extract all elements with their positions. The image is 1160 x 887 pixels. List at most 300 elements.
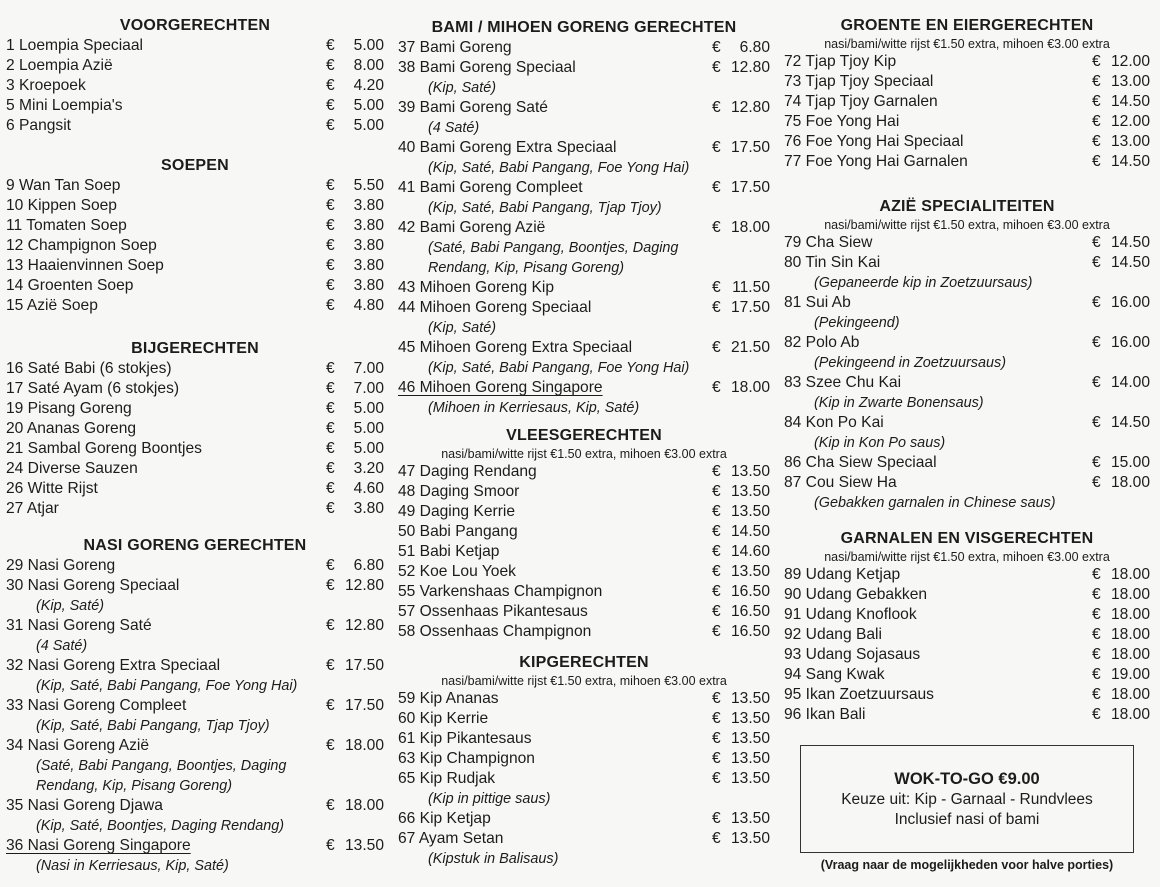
menu-item-name: 91 Udang Knoflook xyxy=(784,606,917,623)
menu-item-price xyxy=(326,576,384,596)
price-amount: 12.80 xyxy=(344,577,384,594)
menu-section xyxy=(6,156,384,316)
euro-symbol: € xyxy=(326,440,335,457)
menu-item-name: 14 Groenten Soep xyxy=(6,277,134,294)
price-amount: 7.00 xyxy=(353,380,384,397)
menu-item-price xyxy=(326,379,384,399)
euro-symbol: € xyxy=(326,657,335,674)
menu-item-description: (4 Saté) xyxy=(428,120,480,136)
menu-item-name: 41 Bami Goreng Compleet xyxy=(398,179,583,196)
menu-item-price xyxy=(712,602,770,622)
menu-item-description: (Kip, Saté, Boontjes, Daging Rendang) xyxy=(36,818,284,834)
menu-item xyxy=(784,565,1150,585)
euro-symbol: € xyxy=(712,770,721,787)
price-amount: 6.80 xyxy=(739,39,770,56)
menu-item xyxy=(398,729,770,749)
euro-symbol: € xyxy=(326,277,335,294)
price-amount: 18.00 xyxy=(1110,626,1150,643)
euro-symbol: € xyxy=(712,810,721,827)
menu-item xyxy=(6,439,384,459)
price-amount: 5.00 xyxy=(353,420,384,437)
menu-item-name: 40 Bami Goreng Extra Speciaal xyxy=(398,139,617,156)
menu-item xyxy=(398,829,770,869)
menu-item-price xyxy=(1092,293,1150,313)
menu-item xyxy=(6,96,384,116)
price-amount: 3.20 xyxy=(353,460,384,477)
menu-item xyxy=(6,419,384,439)
euro-symbol: € xyxy=(712,523,721,540)
euro-symbol: € xyxy=(1092,133,1101,150)
menu-item-name: 73 Tjap Tjoy Speciaal xyxy=(784,73,934,90)
menu-item xyxy=(784,92,1150,112)
euro-symbol: € xyxy=(712,503,721,520)
euro-symbol: € xyxy=(1092,474,1101,491)
price-amount: 13.50 xyxy=(730,710,770,727)
price-amount: 16.50 xyxy=(730,603,770,620)
menu-item-price xyxy=(326,399,384,419)
price-amount: 3.80 xyxy=(353,237,384,254)
menu-item-price xyxy=(326,256,384,276)
wok-to-go-box xyxy=(800,745,1134,853)
price-amount: 5.00 xyxy=(353,400,384,417)
menu-item-description: (Saté, Babi Pangang, Boontjes, Daging xyxy=(36,758,287,774)
menu-item-name: 10 Kippen Soep xyxy=(6,197,117,214)
menu-item-price xyxy=(1092,705,1150,725)
menu-item-name: 37 Bami Goreng xyxy=(398,39,512,56)
menu-item-name: 86 Cha Siew Speciaal xyxy=(784,454,937,471)
euro-symbol: € xyxy=(326,500,335,517)
section-title: GARNALEN EN VISGERECHTEN xyxy=(840,530,1094,547)
euro-symbol: € xyxy=(712,830,721,847)
menu-item-name: 46 Mihoen Goreng Singapore xyxy=(398,379,603,396)
menu-item-price xyxy=(1092,605,1150,625)
menu-item xyxy=(6,696,384,736)
menu-item-price xyxy=(326,96,384,116)
menu-item-description: (Kip in Kon Po saus) xyxy=(814,435,946,451)
price-amount: 5.00 xyxy=(353,117,384,134)
price-amount: 16.00 xyxy=(1110,334,1150,351)
price-amount: 13.50 xyxy=(730,503,770,520)
menu-item xyxy=(398,98,770,138)
menu-item-price xyxy=(1092,152,1150,172)
euro-symbol: € xyxy=(326,360,335,377)
menu-item-name: 90 Udang Gebakken xyxy=(784,586,928,603)
euro-symbol: € xyxy=(326,460,335,477)
section-title: AZIË SPECIALITEITEN xyxy=(879,198,1055,215)
menu-item-description: (Kip, Saté, Babi Pangang, Foe Yong Hai) xyxy=(36,678,298,694)
euro-symbol: € xyxy=(326,57,335,74)
euro-symbol: € xyxy=(326,197,335,214)
menu-item xyxy=(784,373,1150,413)
menu-item-price xyxy=(1092,112,1150,132)
euro-symbol: € xyxy=(326,257,335,274)
menu-item xyxy=(784,645,1150,665)
menu-item xyxy=(398,482,770,502)
menu-item xyxy=(784,585,1150,605)
menu-item xyxy=(6,116,384,136)
menu-item-price xyxy=(1092,565,1150,585)
price-amount: 13.50 xyxy=(730,770,770,787)
menu-item-price xyxy=(1092,665,1150,685)
price-amount: 16.50 xyxy=(730,623,770,640)
euro-symbol: € xyxy=(1092,254,1101,271)
menu-item-name: 74 Tjap Tjoy Garnalen xyxy=(784,93,938,110)
euro-symbol: € xyxy=(326,237,335,254)
menu-item xyxy=(784,72,1150,92)
menu-item xyxy=(398,769,770,809)
menu-item-price xyxy=(1092,413,1150,433)
menu-item xyxy=(398,278,770,298)
menu-item-price xyxy=(712,178,770,198)
menu-item-price xyxy=(1092,625,1150,645)
price-amount: 14.60 xyxy=(730,543,770,560)
menu-item-price xyxy=(326,176,384,196)
menu-item xyxy=(398,38,770,58)
menu-item-description: (Saté, Babi Pangang, Boontjes, Daging xyxy=(428,240,679,256)
menu-item-name: 29 Nasi Goreng xyxy=(6,557,116,574)
euro-symbol: € xyxy=(1092,686,1101,703)
menu-item-description: (Nasi in Kerriesaus, Kip, Saté) xyxy=(36,858,229,874)
menu-item-name: 50 Babi Pangang xyxy=(398,523,518,540)
menu-item-name: 5 Mini Loempia's xyxy=(6,97,123,114)
euro-symbol: € xyxy=(712,59,721,76)
menu-item-price xyxy=(712,689,770,709)
menu-item-name: 55 Varkenshaas Champignon xyxy=(398,583,603,600)
menu-item-name: 81 Sui Ab xyxy=(784,294,851,311)
menu-item xyxy=(784,233,1150,253)
menu-section xyxy=(6,16,384,136)
section-title: NASI GORENG GERECHTEN xyxy=(83,537,307,554)
price-amount: 16.00 xyxy=(1110,294,1150,311)
price-amount: 18.00 xyxy=(730,219,770,236)
menu-item-price xyxy=(326,479,384,499)
menu-item-name: 16 Saté Babi (6 stokjes) xyxy=(6,360,172,377)
menu-item xyxy=(398,338,770,378)
menu-item-price xyxy=(712,582,770,602)
menu-item-name: 42 Bami Goreng Azië xyxy=(398,219,546,236)
menu-item-description: (Kip in Zwarte Bonensaus) xyxy=(814,395,984,411)
menu-item-price xyxy=(712,729,770,749)
euro-symbol: € xyxy=(326,117,335,134)
menu-section xyxy=(6,339,384,519)
menu-item-price xyxy=(1092,585,1150,605)
menu-item-price xyxy=(1092,52,1150,72)
menu-item-name: 87 Cou Siew Ha xyxy=(784,474,897,491)
menu-item-name: 38 Bami Goreng Speciaal xyxy=(398,59,576,76)
euro-symbol: € xyxy=(1092,73,1101,90)
half-portions-note: (Vraag naar de mogelijkheden voor halve porties) xyxy=(820,858,1114,872)
price-amount: 19.00 xyxy=(1110,666,1150,683)
price-amount: 8.00 xyxy=(353,57,384,74)
price-amount: 14.50 xyxy=(1110,234,1150,251)
menu-item-name: 26 Witte Rijst xyxy=(6,480,98,497)
price-amount: 14.50 xyxy=(1110,153,1150,170)
menu-item xyxy=(6,236,384,256)
menu-section xyxy=(784,16,1150,172)
menu-item-name: 83 Szee Chu Kai xyxy=(784,374,902,391)
menu-item-name: 76 Foe Yong Hai Speciaal xyxy=(784,133,964,150)
menu-item-name: 27 Atjar xyxy=(6,500,59,517)
menu-item-price xyxy=(1092,685,1150,705)
menu-item-price xyxy=(326,359,384,379)
menu-item xyxy=(398,58,770,98)
menu-item-price xyxy=(326,419,384,439)
euro-symbol: € xyxy=(1092,234,1101,251)
price-amount: 18.00 xyxy=(1110,686,1150,703)
menu-item-name: 95 Ikan Zoetzuursaus xyxy=(784,686,934,703)
euro-symbol: € xyxy=(712,219,721,236)
price-amount: 18.00 xyxy=(730,379,770,396)
menu-section xyxy=(398,426,770,642)
euro-symbol: € xyxy=(712,179,721,196)
price-amount: 5.50 xyxy=(353,177,384,194)
price-amount: 11.50 xyxy=(732,279,770,296)
menu-item-name: 57 Ossenhaas Pikantesaus xyxy=(398,603,588,620)
menu-item xyxy=(398,582,770,602)
price-amount: 18.00 xyxy=(1110,646,1150,663)
price-amount: 13.50 xyxy=(730,563,770,580)
euro-symbol: € xyxy=(326,37,335,54)
price-amount: 13.50 xyxy=(730,830,770,847)
menu-item-name: 77 Foe Yong Hai Garnalen xyxy=(784,153,968,170)
menu-item xyxy=(784,293,1150,333)
menu-item-name: 92 Udang Bali xyxy=(784,626,882,643)
price-amount: 13.50 xyxy=(730,730,770,747)
euro-symbol: € xyxy=(326,420,335,437)
menu-item-name: 84 Kon Po Kai xyxy=(784,414,884,431)
menu-item-name: 93 Udang Sojasaus xyxy=(784,646,921,663)
price-amount: 18.00 xyxy=(1110,606,1150,623)
menu-item-price xyxy=(712,749,770,769)
euro-symbol: € xyxy=(326,557,335,574)
section-extra-note: nasi/bami/witte rijst €1.50 extra, mihoen €3.00 extra xyxy=(824,218,1110,232)
price-amount: 5.00 xyxy=(353,97,384,114)
menu-item xyxy=(6,796,384,836)
price-amount: 14.00 xyxy=(1110,374,1150,391)
menu-item-name: 43 Mihoen Goreng Kip xyxy=(398,279,555,296)
menu-item-name: 11 Tomaten Soep xyxy=(6,217,127,234)
euro-symbol: € xyxy=(712,710,721,727)
menu-item-name: 47 Daging Rendang xyxy=(398,463,537,480)
wok-choice-line: Keuze uit: Kip - Garnaal - Rundvlees xyxy=(841,791,1093,808)
euro-symbol: € xyxy=(712,299,721,316)
menu-item-name: 75 Foe Yong Hai xyxy=(784,113,900,130)
menu-item xyxy=(6,276,384,296)
menu-item-name: 31 Nasi Goreng Saté xyxy=(6,617,152,634)
euro-symbol: € xyxy=(1092,666,1101,683)
menu-item-name: 52 Koe Lou Yoek xyxy=(398,563,516,580)
price-amount: 17.50 xyxy=(730,179,770,196)
menu-item xyxy=(398,522,770,542)
menu-item-name: 34 Nasi Goreng Azië xyxy=(6,737,150,754)
menu-item-name: 49 Daging Kerrie xyxy=(398,503,516,520)
menu-item-name: 39 Bami Goreng Saté xyxy=(398,99,548,116)
menu-item xyxy=(398,689,770,709)
menu-item-name: 6 Pangsit xyxy=(6,117,72,134)
menu-item xyxy=(784,605,1150,625)
menu-item-price xyxy=(1092,333,1150,353)
menu-item-name: 72 Tjap Tjoy Kip xyxy=(784,53,897,70)
euro-symbol: € xyxy=(712,483,721,500)
section-extra-note: nasi/bami/witte rijst €1.50 extra, mihoen €3.00 extra xyxy=(824,550,1110,564)
wok-title: WOK-TO-GO €9.00 xyxy=(894,770,1040,788)
menu-section xyxy=(784,529,1150,725)
menu-item-price xyxy=(326,116,384,136)
menu-item-description: (Gebakken garnalen in Chinese saus) xyxy=(814,495,1056,511)
menu-item-name: 89 Udang Ketjap xyxy=(784,566,901,583)
section-extra-note: nasi/bami/witte rijst €1.50 extra, mihoen €3.00 extra xyxy=(441,447,727,461)
euro-symbol: € xyxy=(712,379,721,396)
menu-item-name: 67 Ayam Setan xyxy=(398,830,504,847)
price-amount: 18.00 xyxy=(1110,586,1150,603)
menu-item xyxy=(784,665,1150,685)
menu-item xyxy=(784,685,1150,705)
euro-symbol: € xyxy=(712,543,721,560)
menu-item-price xyxy=(712,542,770,562)
menu-section xyxy=(398,18,770,418)
menu-item-name: 12 Champignon Soep xyxy=(6,237,157,254)
menu-item xyxy=(784,112,1150,132)
menu-item-description: Rendang, Kip, Pisang Goreng) xyxy=(36,778,232,794)
price-amount: 14.50 xyxy=(1110,414,1150,431)
menu-item-name: 58 Ossenhaas Champignon xyxy=(398,623,592,640)
price-amount: 6.80 xyxy=(353,557,384,574)
menu-item xyxy=(6,656,384,696)
menu-item-name: 60 Kip Kerrie xyxy=(398,710,489,727)
section-title: KIPGERECHTEN xyxy=(519,654,649,671)
menu-item-name: 2 Loempia Azië xyxy=(6,57,113,74)
menu-item-price xyxy=(326,796,384,816)
euro-symbol: € xyxy=(1092,334,1101,351)
menu-item-description: Rendang, Kip, Pisang Goreng) xyxy=(428,260,624,276)
euro-symbol: € xyxy=(712,279,721,296)
euro-symbol: € xyxy=(712,583,721,600)
section-title: SOEPEN xyxy=(161,157,229,174)
euro-symbol: € xyxy=(712,690,721,707)
price-amount: 17.50 xyxy=(730,299,770,316)
menu-item xyxy=(6,556,384,576)
price-amount: 13.50 xyxy=(730,690,770,707)
euro-symbol: € xyxy=(326,97,335,114)
menu-item-price xyxy=(326,616,384,636)
menu-item xyxy=(398,298,770,338)
section-title: VLEESGERECHTEN xyxy=(506,427,662,444)
euro-symbol: € xyxy=(326,577,335,594)
euro-symbol: € xyxy=(1092,706,1101,723)
price-amount: 12.80 xyxy=(730,99,770,116)
price-amount: 3.80 xyxy=(353,277,384,294)
menu-item-name: 63 Kip Champignon xyxy=(398,750,535,767)
menu-item-price xyxy=(712,522,770,542)
price-amount: 17.50 xyxy=(344,697,384,714)
euro-symbol: € xyxy=(712,99,721,116)
menu-item xyxy=(6,479,384,499)
price-amount: 3.80 xyxy=(353,197,384,214)
euro-symbol: € xyxy=(712,750,721,767)
euro-symbol: € xyxy=(1092,626,1101,643)
price-amount: 13.00 xyxy=(1110,133,1150,150)
menu-item-description: (Kip, Saté, Babi Pangang, Tjap Tjoy) xyxy=(428,200,662,216)
menu-item-description: (Mihoen in Kerriesaus, Kip, Saté) xyxy=(428,400,640,416)
euro-symbol: € xyxy=(326,837,335,854)
menu-item xyxy=(6,216,384,236)
menu-item-price xyxy=(712,502,770,522)
price-amount: 13.50 xyxy=(730,810,770,827)
price-amount: 18.00 xyxy=(1110,566,1150,583)
menu-item xyxy=(6,499,384,519)
price-amount: 4.80 xyxy=(353,297,384,314)
price-amount: 14.50 xyxy=(1110,254,1150,271)
euro-symbol: € xyxy=(712,39,721,56)
euro-symbol: € xyxy=(1092,294,1101,311)
euro-symbol: € xyxy=(1092,586,1101,603)
menu-item-name: 80 Tin Sin Kai xyxy=(784,254,881,271)
menu-section xyxy=(6,536,384,876)
wok-included-line: Inclusief nasi of bami xyxy=(894,811,1040,828)
menu-item xyxy=(398,602,770,622)
menu-item-price xyxy=(326,439,384,459)
euro-symbol: € xyxy=(326,380,335,397)
price-amount: 18.00 xyxy=(344,797,384,814)
menu-item-name: 19 Pisang Goreng xyxy=(6,400,132,417)
menu-item-price xyxy=(326,36,384,56)
menu-item-name: 17 Saté Ayam (6 stokjes) xyxy=(6,380,180,397)
menu-item xyxy=(6,459,384,479)
menu-item-description: (Kip, Saté, Babi Pangang, Tjap Tjoy) xyxy=(36,718,270,734)
menu-item-price xyxy=(712,138,770,158)
euro-symbol: € xyxy=(326,480,335,497)
price-amount: 14.50 xyxy=(730,523,770,540)
menu-item-name: 45 Mihoen Goreng Extra Speciaal xyxy=(398,339,633,356)
euro-symbol: € xyxy=(326,697,335,714)
menu-item xyxy=(398,138,770,178)
menu-item-description: (4 Saté) xyxy=(36,638,88,654)
price-amount: 3.80 xyxy=(353,217,384,234)
menu-item-price xyxy=(326,56,384,76)
menu-item-description: (Pekingeend in Zoetzuursaus) xyxy=(814,355,1006,371)
menu-item-price xyxy=(1092,92,1150,112)
menu-item-price xyxy=(326,736,384,756)
euro-symbol: € xyxy=(1092,153,1101,170)
euro-symbol: € xyxy=(712,339,721,356)
euro-symbol: € xyxy=(326,737,335,754)
menu-item-price xyxy=(1092,645,1150,665)
menu-item xyxy=(6,76,384,96)
menu-item-price xyxy=(712,462,770,482)
menu-item-name: 30 Nasi Goreng Speciaal xyxy=(6,577,180,594)
euro-symbol: € xyxy=(712,563,721,580)
price-amount: 7.00 xyxy=(353,360,384,377)
section-title: GROENTE EN EIERGERECHTEN xyxy=(840,17,1094,34)
menu-item-name: 33 Nasi Goreng Compleet xyxy=(6,697,187,714)
euro-symbol: € xyxy=(1092,646,1101,663)
menu-item-description: (Kip, Saté) xyxy=(428,80,496,96)
menu-item xyxy=(6,176,384,196)
menu-item xyxy=(784,625,1150,645)
menu-item-name: 51 Babi Ketjap xyxy=(398,543,500,560)
menu-item xyxy=(398,809,770,829)
euro-symbol: € xyxy=(326,177,335,194)
menu-item xyxy=(6,736,384,796)
menu-item xyxy=(784,333,1150,373)
menu-item xyxy=(6,616,384,656)
menu-item-price xyxy=(326,556,384,576)
menu-item xyxy=(398,178,770,218)
price-amount: 18.00 xyxy=(1110,706,1150,723)
menu-item-price xyxy=(1092,473,1150,493)
menu-item xyxy=(6,399,384,419)
menu-item xyxy=(784,52,1150,72)
